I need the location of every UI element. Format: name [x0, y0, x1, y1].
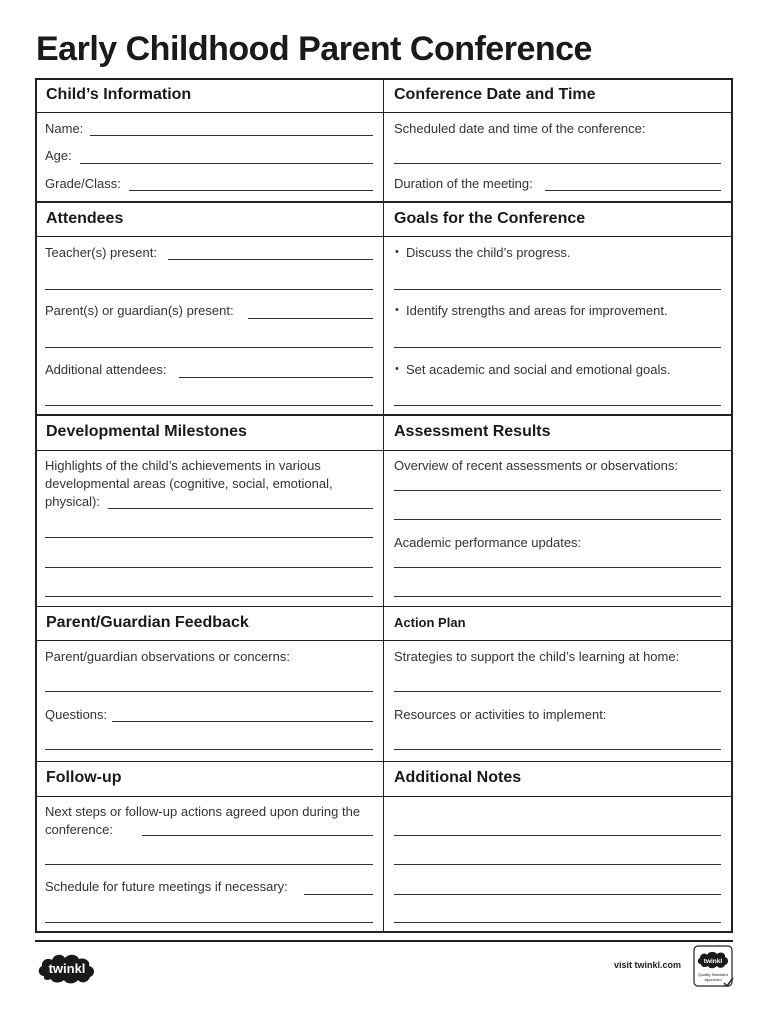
divider — [35, 761, 733, 762]
section-heading-action-plan: Action Plan — [394, 615, 466, 630]
academic-field-line-2[interactable] — [394, 596, 721, 597]
questions-field-line-2[interactable] — [45, 749, 373, 750]
academic-field[interactable] — [394, 567, 721, 568]
divider — [35, 640, 733, 641]
observations-label: Parent/guardian observations or concerns: — [45, 649, 290, 664]
logo-text: twinkl — [48, 961, 86, 976]
schedule-field[interactable] — [304, 894, 373, 895]
duration-field[interactable] — [545, 190, 721, 191]
divider — [35, 450, 733, 451]
age-label: Age: — [45, 148, 72, 163]
strategies-label: Strategies to support the child’s learning at home: — [394, 649, 680, 664]
observations-field[interactable] — [45, 691, 373, 692]
resources-label: Resources or activities to implement: — [394, 707, 607, 722]
badge-brand: twinkl — [703, 958, 723, 965]
badge-line-2: Approved — [704, 977, 722, 982]
twinkl-logo — [36, 950, 98, 986]
goal-item: Set academic and social and emotional goals. — [406, 362, 671, 377]
bullet-icon: • — [395, 304, 399, 316]
divider — [35, 414, 733, 416]
scheduled-field[interactable] — [394, 163, 721, 164]
section-heading-milestones: Developmental Milestones — [46, 423, 247, 440]
resources-field[interactable] — [394, 749, 721, 750]
overview-field[interactable] — [394, 490, 721, 491]
divider — [35, 606, 733, 607]
parent-label: Parent(s) or guardian(s) present: — [45, 303, 234, 318]
grade-label: Grade/Class: — [45, 176, 121, 191]
badge-line-1: Quality Standard — [698, 972, 728, 977]
schedule-field-line-2[interactable] — [45, 922, 373, 923]
section-heading-conference-date: Conference Date and Time — [394, 86, 596, 103]
additional-attendees-field-line-2[interactable] — [45, 405, 373, 406]
divider — [35, 236, 733, 237]
milestones-text: Highlights of the child’s achievements in various developmental areas (cognitive, social, emotional, physical): — [45, 458, 333, 509]
scheduled-label: Scheduled date and time of the conference: — [394, 121, 646, 136]
section-heading-childs-information: Child’s Information — [46, 86, 192, 103]
teacher-field-line-2[interactable] — [45, 289, 373, 290]
parent-field[interactable] — [248, 318, 373, 319]
age-field[interactable] — [80, 163, 373, 164]
section-heading-attendees: Attendees — [46, 210, 124, 227]
divider — [35, 112, 733, 113]
name-field[interactable] — [90, 135, 373, 136]
notes-field-line[interactable] — [394, 864, 721, 865]
page-title: Early Childhood Parent Conference — [36, 30, 592, 68]
section-heading-follow-up: Follow-up — [46, 769, 122, 786]
name-label: Name: — [45, 121, 84, 136]
strategies-field[interactable] — [394, 691, 721, 692]
bullet-icon: • — [395, 246, 399, 258]
additional-attendees-field[interactable] — [179, 377, 373, 378]
parent-field-line-2[interactable] — [45, 347, 373, 348]
notes-field-line[interactable] — [394, 835, 721, 836]
column-divider — [383, 78, 384, 933]
milestones-field-line[interactable] — [45, 537, 373, 538]
teacher-label: Teacher(s) present: — [45, 245, 157, 260]
questions-field[interactable] — [112, 721, 373, 722]
notes-field-line[interactable] — [394, 894, 721, 895]
overview-label: Overview of recent assessments or observations: — [394, 458, 678, 473]
divider — [35, 201, 733, 203]
academic-label: Academic performance updates: — [394, 535, 582, 550]
questions-label: Questions: — [45, 707, 108, 722]
next-steps-text: Next steps or follow-up actions agreed upon during the conference: — [45, 804, 361, 837]
grade-field[interactable] — [129, 190, 373, 191]
next-steps-field[interactable] — [142, 835, 373, 836]
divider — [35, 796, 733, 797]
duration-label: Duration of the meeting: — [394, 176, 533, 191]
section-heading-goals: Goals for the Conference — [394, 210, 586, 227]
footer-divider — [35, 940, 733, 942]
next-steps-field-line-2[interactable] — [45, 864, 373, 865]
additional-attendees-label: Additional attendees: — [45, 362, 167, 377]
goal-item: Identify strengths and areas for improvement. — [406, 303, 668, 318]
section-heading-feedback: Parent/Guardian Feedback — [46, 614, 249, 631]
goal-field[interactable] — [394, 405, 721, 406]
section-heading-notes: Additional Notes — [394, 769, 522, 786]
schedule-label: Schedule for future meetings if necessary: — [45, 879, 288, 894]
notes-field-line[interactable] — [394, 922, 721, 923]
goal-field[interactable] — [394, 289, 721, 290]
bullet-icon: • — [395, 363, 399, 375]
section-heading-assessment: Assessment Results — [394, 423, 551, 440]
goal-item: Discuss the child’s progress. — [406, 245, 571, 260]
milestones-field-line[interactable] — [45, 567, 373, 568]
milestones-field[interactable] — [108, 508, 373, 509]
goal-field[interactable] — [394, 347, 721, 348]
overview-field-line-2[interactable] — [394, 519, 721, 520]
visit-link[interactable]: visit twinkl.com — [614, 960, 682, 970]
teacher-field[interactable] — [168, 259, 373, 260]
milestones-field-line[interactable] — [45, 596, 373, 597]
quality-badge — [693, 945, 735, 989]
